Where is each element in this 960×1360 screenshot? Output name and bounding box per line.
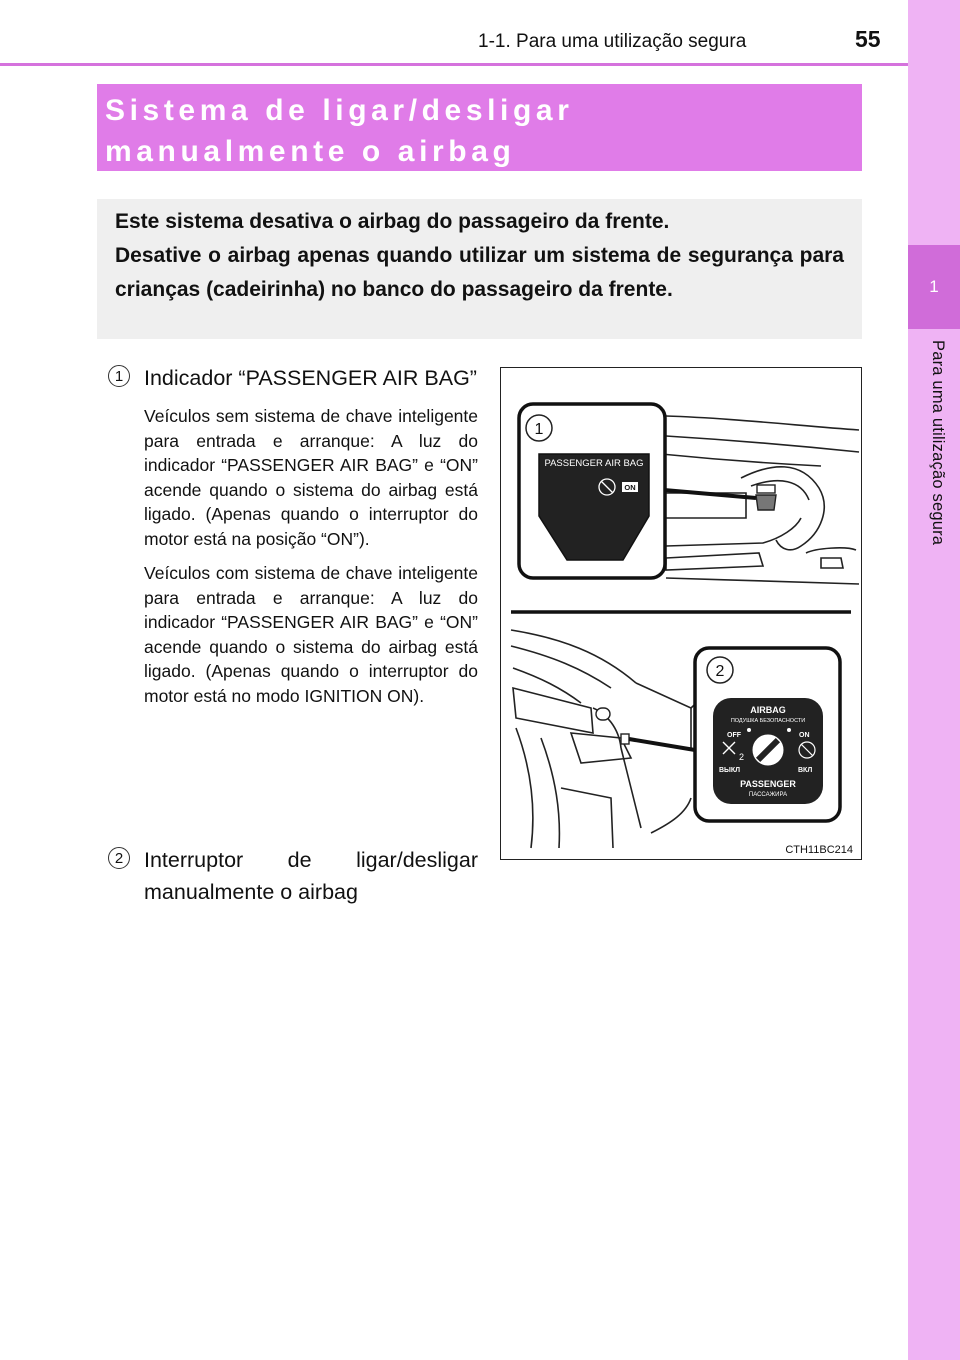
callout-label-1: 1 — [534, 421, 544, 438]
item-title-1: Indicador “PASSENGER AIR BAG” — [144, 366, 477, 390]
item-number-1: 1 — [108, 365, 130, 387]
list-item-indicator — [108, 362, 478, 708]
switch-off-ru-label: ВЫКЛ — [719, 767, 741, 774]
summary-box — [97, 199, 862, 339]
switch-off-label: OFF — [727, 732, 741, 739]
indicator-on-label: ON — [624, 483, 636, 492]
switch-passenger-label: PASSENGER — [740, 779, 796, 789]
chapter-side-tab — [908, 0, 960, 1360]
switch-on-ru-label: ВКЛ — [798, 767, 813, 774]
indicator-lamp-graphic — [756, 485, 776, 510]
switch-passenger-ru-label: ПАССАЖИРА — [748, 792, 788, 798]
switch-location-mark — [621, 734, 629, 744]
chapter-label: Para uma utilização segura — [929, 340, 947, 546]
list-item-switch — [108, 844, 478, 908]
switch-subtitle-ru: ПОДУШКА БЕЗОПАСНОСТИ — [730, 718, 806, 724]
airbag-figure — [500, 367, 862, 860]
summary-line-1: Este sistema desativa o airbag do passageiro da frente. — [115, 210, 670, 233]
glovebox-handle — [596, 708, 610, 720]
off-dot — [747, 728, 751, 732]
item-paragraph-1a: Veículos sem sistema de chave inteligente para entrada e arranque: A luz do indicador “PASSENGER AIR BAG” e “ON” acende quando o sistema do airbag está ligado. (Apenas quando o interruptor do motor está na posição “ON”). — [144, 406, 478, 549]
switch-on-label: ON — [799, 732, 810, 739]
section-title: Sistema de ligar/desligar manualmente o airbag — [97, 84, 862, 171]
running-head: 1-1. Para uma utilização segura — [478, 31, 747, 52]
header-rule — [0, 63, 908, 66]
on-dot — [787, 728, 791, 732]
switch-title: AIRBAG — [750, 705, 786, 715]
dashboard-lines-bottom — [511, 630, 721, 848]
switch-seat-number: 2 — [739, 752, 745, 762]
item-number-2: 2 — [108, 847, 130, 869]
item-title-2: Interruptor de ligar/desligar manualmente o airbag — [144, 848, 478, 904]
chapter-number-box — [908, 245, 960, 329]
leader-line-1 — [664, 490, 756, 498]
airbag-illustration — [501, 368, 860, 858]
leader-line-2 — [629, 739, 695, 750]
summary-line-2: Desative o airbag apenas quando utilizar um sistema de segurança para crianças (cadeirinha) no banco do passageiro da frente. — [115, 244, 844, 301]
indicator-label: PASSENGER AIR BAG — [544, 458, 644, 469]
figure-code: CTH11BC214 — [785, 844, 853, 856]
chapter-number: 1 — [929, 277, 939, 296]
item-paragraph-1b: Veículos com sistema de chave inteligente para entrada e arranque: A luz do indicador “PASSENGER AIR BAG” e “ON” acende quando o sistema do airbag está ligado. (Apenas quando o interruptor do motor está no modo IGNITION ON). — [144, 563, 478, 706]
callout-label-2: 2 — [715, 663, 725, 680]
page-number: 55 — [855, 26, 881, 52]
